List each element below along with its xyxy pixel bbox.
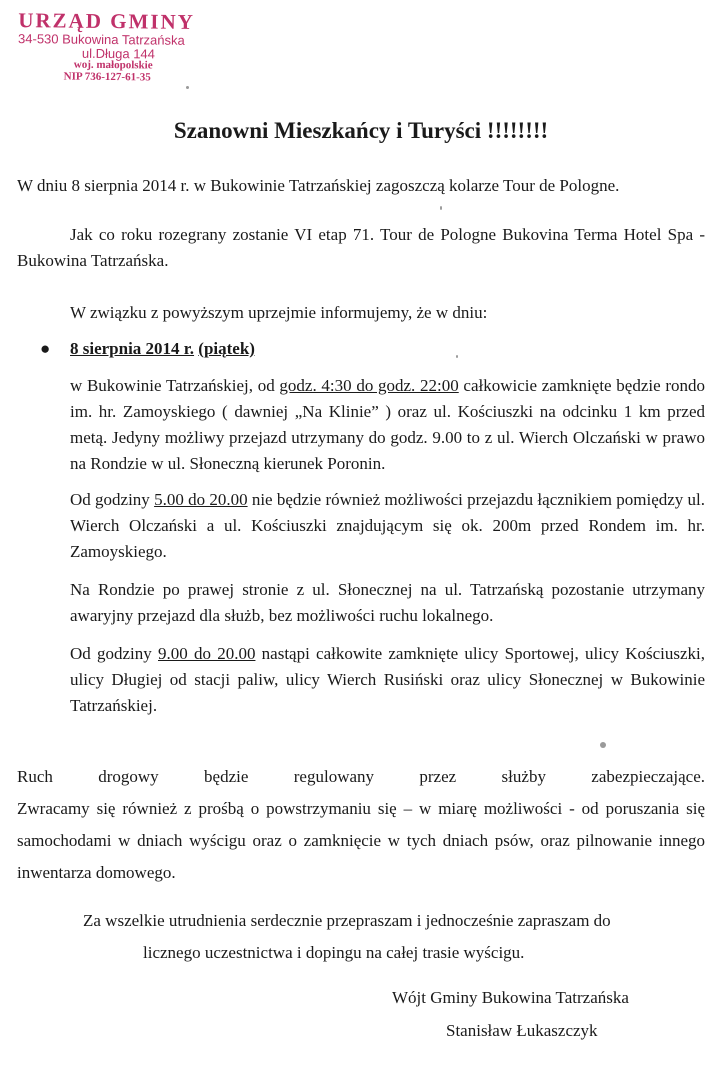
race-stage-paragraph: Jak co roku rozegrany zostanie VI etap 71. Tour de Pologne Bukovina Terma Hotel Spa - Bukowina Tatrzańska. [17, 225, 705, 270]
page-title: Szanowni Mieszkańcy i Turyści !!!!!!!! [173, 118, 549, 143]
closure-time: 9.00 do 20.00 [158, 644, 256, 663]
closure-text-post: całkowicie zamknięte będzie rondo im. hr. Zamoyskiego ( dawniej „Na Klinie” ) oraz ul. Kościuszki na odcinku 1 km przed metą. Jedyny możliwy przejazd utrzymany do godz. 9.00 to z ul. Wierch Olczański w prawo na Rondzie w ul. Słoneczną kierunek Poronin. [70, 376, 705, 473]
stamp-postal-code: 34-530 Bukowina Tatrzańska [18, 31, 185, 48]
bullet-dot-icon: ● [40, 339, 51, 358]
scan-speck [440, 206, 442, 210]
closure-paragraph-streets [70, 641, 705, 719]
traffic-paragraph [17, 761, 705, 889]
intro-paragraph: W dniu 8 sierpnia 2014 r. w Bukowinie Tatrzańskiej zagoszczą kolarze Tour de Pologne. [17, 176, 620, 195]
scan-speck [456, 355, 458, 358]
office-stamp [18, 9, 195, 84]
stamp-street: ul.Długa 144 [81, 45, 156, 62]
scan-speck [600, 742, 606, 748]
emergency-passage-paragraph: Na Rondzie po prawej stronie z ul. Słonecznej na ul. Tatrzańską pozostanie utrzymany awaryjny przejazd dla służb, bez możliwości ruchu lokalnego. [70, 580, 705, 625]
traffic-first-line: Ruch drogowy będzie regulowany przez służby zabezpieczające. [17, 767, 705, 786]
signature-name: Stanisław Łukaszczyk [446, 1021, 598, 1040]
closing-line-2: licznego uczestnictwa i dopingu na całej trasie wyścigu. [143, 943, 525, 962]
stamp-voivodeship: woj. małopolskie [73, 58, 153, 72]
bullet-date: 8 sierpnia 2014 r. [70, 339, 195, 358]
notice-lead-paragraph: W związku z powyższym uprzejmie informujemy, że w dniu: [70, 303, 488, 322]
closing-line-1: Za wszelkie utrudnienia serdecznie przepraszam i jednocześnie zapraszam do [83, 911, 611, 930]
signature-role: Wójt Gminy Bukowina Tatrzańska [392, 988, 629, 1007]
scan-speck [186, 86, 189, 89]
closing-paragraph [83, 905, 722, 969]
date-bullet [40, 336, 255, 362]
closure-paragraph-roundabout [70, 373, 705, 477]
stamp-nip: NIP 736-127-61-35 [63, 70, 151, 84]
bullet-day: (piątek) [198, 339, 255, 358]
closure-paragraph-connector [70, 487, 705, 565]
closure-text-post: nastąpi całkowite zamknięte ulicy Sportowej, ulicy Kościuszki, ulicy Długiej od stacji paliw, ulicy Wierch Rusiński oraz ulicy Słonecznej w Bukowinie Tatrzańskiej. [70, 644, 706, 715]
closure-text-pre: w Bukowinie Tatrzańskiej, od [70, 376, 280, 395]
closure-time: 5.00 do 20.00 [154, 490, 248, 509]
traffic-request: Zwracamy się również z prośbą o powstrzymaniu się – w miarę możliwości - od poruszania się samochodami w dniach wyścigu oraz o zamknięcie w tych dniach psów, oraz pilnowanie innego inwentarza domowego. [17, 799, 705, 882]
closure-text-pre: Od godziny [70, 490, 155, 509]
closure-text-post: nie będzie również możliwości przejazdu łącznikiem pomiędzy ul. Wierch Olczański a ul. Kościuszki znajdującym się ok. 200m przed Rondem im. hr. Zamoyskiego. [70, 490, 706, 561]
stamp-office-name: URZĄD GMINY [18, 8, 195, 34]
closure-time: godz. 4:30 do godz. 22:00 [279, 376, 459, 395]
closure-text-pre: Od godziny [70, 644, 158, 663]
